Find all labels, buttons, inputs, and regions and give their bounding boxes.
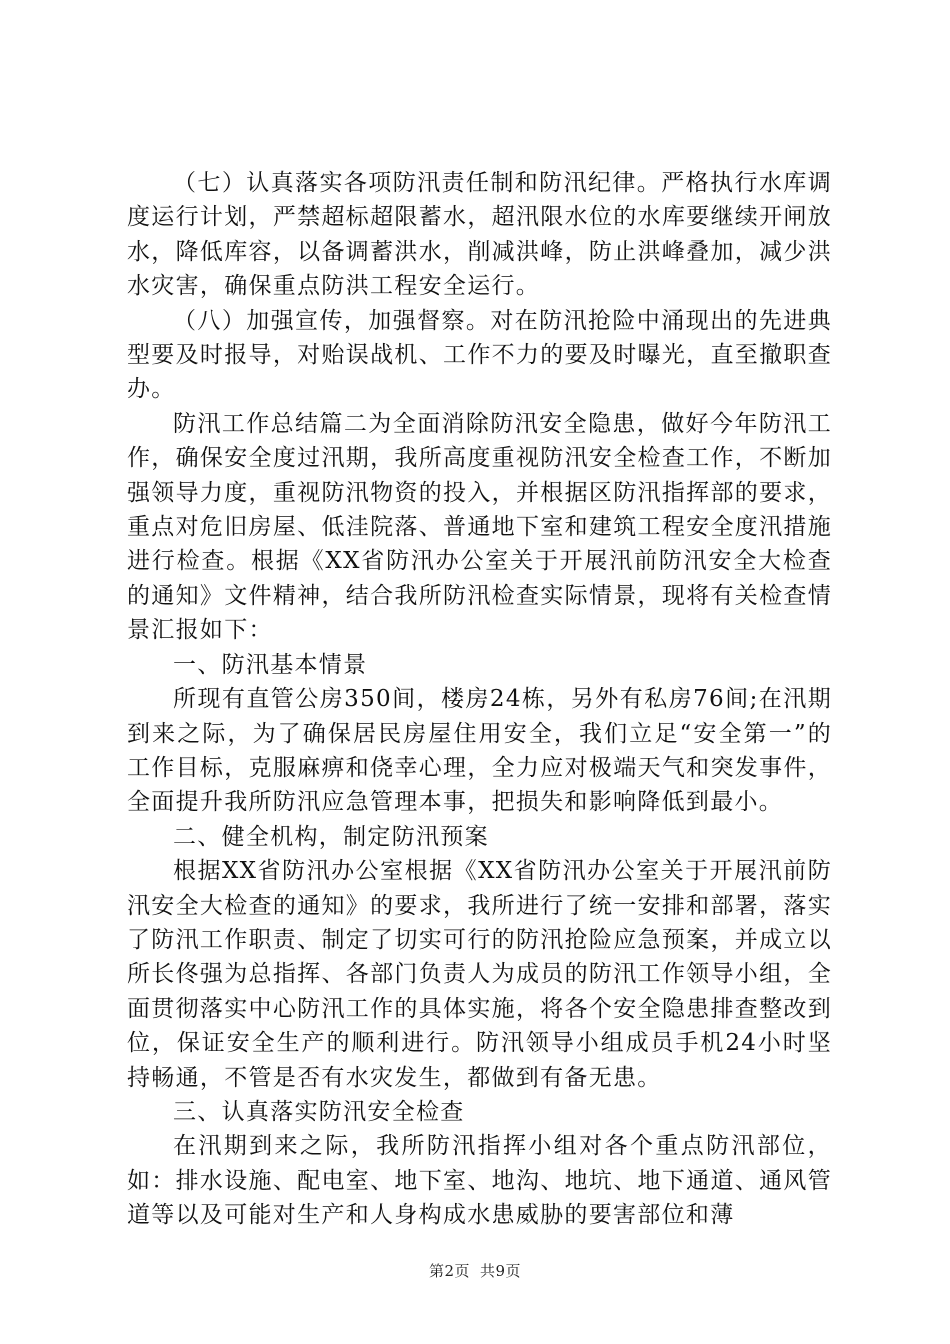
paragraph-inspection: 在汛期到来之际，我所防汛指挥小组对各个重点防汛部位，如：排水设施、配电室、地下室、地沟、地坑、地下通道、通风管道等以及可能对生产和人身构成水患威胁的要害部位和薄 bbox=[127, 1133, 832, 1229]
document-body bbox=[127, 166, 832, 1233]
section-heading-basic-situation: 一、防汛基本情景 bbox=[173, 651, 368, 678]
paragraph-seven: （七）认真落实各项防汛责任制和防汛纪律。严格执行水库调度运行计划，严禁超标超限蓄水，超汛限水位的水库要继续开闸放水，降低库容，以备调蓄洪水，削减洪峰，防止洪峰叠加，减少洪水灾害，确保重点防洪工程安全运行。 bbox=[127, 170, 832, 300]
page-number: 第2页 bbox=[428, 1262, 470, 1280]
page-total: 共9页 bbox=[480, 1262, 522, 1280]
section-heading-organization: 二、健全机构，制定防汛预案 bbox=[173, 823, 489, 850]
page-footer bbox=[0, 1261, 950, 1281]
section-heading-inspection: 三、认真落实防汛安全检查 bbox=[173, 1098, 465, 1125]
paragraph-eight: （八）加强宣传，加强督察。对在防汛抢险中涌现出的先进典型要及时报导，对贻误战机、工作不力的要及时曝光，直至撤职查办。 bbox=[127, 307, 832, 403]
paragraph-summary-intro: 防汛工作总结篇二为全面消除防汛安全隐患，做好今年防汛工作，确保安全度过汛期，我所高度重视防汛安全检查工作，不断加强领导力度，重视防汛物资的投入，并根据区防汛指挥部的要求，重点对危旧房屋、低洼院落、普通地下室和建筑工程安全度汛措施进行检查。根据《XX省防汛办公室关于开展汛前防汛安全大检查的通知》文件精神，结合我所防汛检查实际情景，现将有关检查情景汇报如下： bbox=[127, 410, 832, 644]
paragraph-basic-situation: 所现有直管公房350间，楼房24栋，另外有私房76间;在汛期到来之际，为了确保居民房屋住用安全，我们立足“安全第一”的工作目标，克服麻痹和侥幸心理，全力应对极端天气和突发事件，全面提升我所防汛应急管理本事，把损失和影响降低到最小。 bbox=[127, 686, 832, 816]
paragraph-organization: 根据XX省防汛办公室根据《XX省防汛办公室关于开展汛前防汛安全大检查的通知》的要求，我所进行了统一安排和部署，落实了防汛工作职责、制定了切实可行的防汛抢险应急预案，并成立以所长佟强为总指挥、各部门负责人为成员的防汛工作领导小组，全面贯彻落实中心防汛工作的具体实施，将各个安全隐患排查整改到位，保证安全生产的顺利进行。防汛领导小组成员手机24小时坚持畅通，不管是否有水灾发生，都做到有备无患。 bbox=[127, 858, 832, 1091]
